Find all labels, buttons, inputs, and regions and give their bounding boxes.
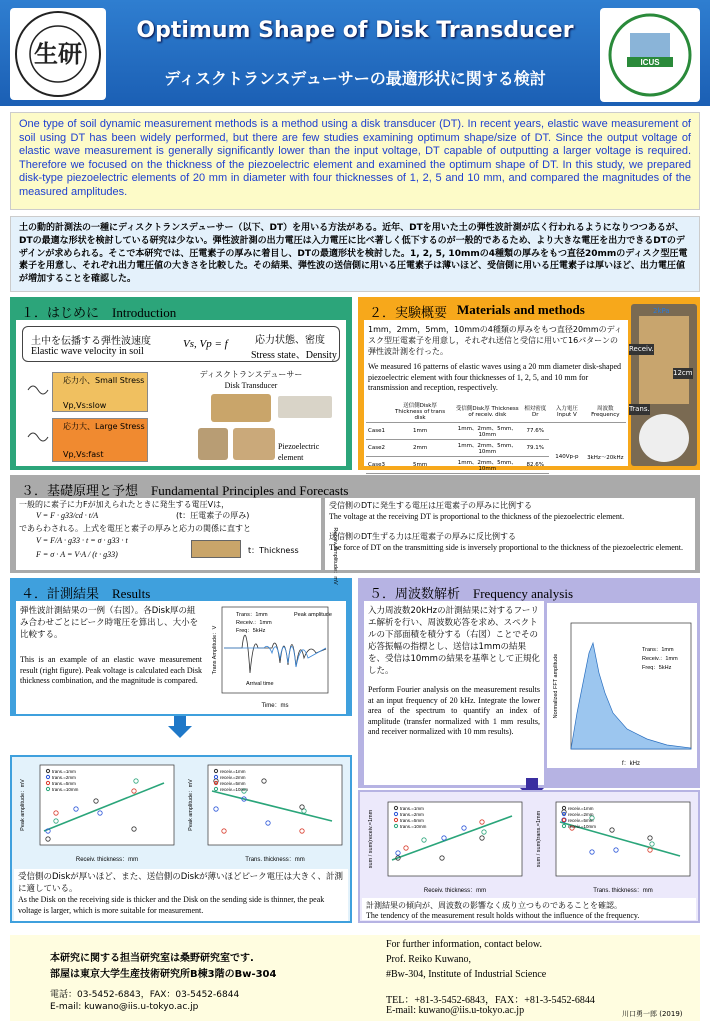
legend-entry: receiv.=10mm [568,824,597,829]
table-cell: 1mm、2mm、5mm、10mm [453,440,521,457]
table-header-cell [366,400,387,423]
table-cell: Case2 [366,440,387,457]
peak-amplitude-label: Peak amplitude [294,612,332,618]
section-2-title-en: Materials and methods [457,302,585,317]
forecast-1-en: The voltage at the receiving DT is proportional to the thickness of the piezoelectric element. [329,512,625,521]
apparatus-photo [631,304,697,466]
eq-mid: Vs, Vp = f [183,338,228,350]
section-2-body [364,320,628,472]
wave-legend-freq: Freq：5kHz [236,628,266,634]
trans-label: Trans. [629,405,650,413]
legend-entry: receiv.=10mm [220,787,249,792]
footer-credit: 川口勇一郎 (2019) [622,1010,683,1018]
velocity-equation-box [22,326,340,362]
large-stress-velocity: Vp,Vs:fast [63,450,104,459]
results-conclusion [14,869,348,921]
frequency-conclusion-en: The tendency of the measurement result holds without the influence of the frequency. [366,911,640,920]
x-axis-label: Receiv. thickness：mm [423,888,487,894]
legend-entry: trans.=5mm [52,781,76,786]
fft-xlabel: f：kHz [621,761,641,767]
legend-entry: receiv.=2mm [220,775,246,780]
table-row [366,423,626,440]
section-5-text [364,601,544,785]
fft-legend-trans: Trans：1mm [642,647,674,653]
legend-entry: trans.=2mm [52,775,76,780]
pressure-label: 2kPa [653,307,670,315]
legend-entry: receiv.=5mm [220,781,246,786]
principles-equations [16,498,321,570]
principle-line-2: であらわされる。上式を電圧と素子の厚みと応力の関係に直すと [19,524,251,533]
footer-address: #Bw-304, Institute of Industrial Science [386,969,547,980]
small-stress-velocity: Vp,Vs:slow [63,401,107,410]
wave-legend-trans: Trans：1mm [236,612,268,618]
footer-email-en[interactable]: E-mail: kuwano@iis.u-tokyo.ac.jp [386,1005,525,1016]
iis-logo [10,8,106,100]
formula-1: V = F · g33/cd · t/A [36,511,99,520]
y-axis-label: Peak amplitude：mV [188,779,194,831]
poster-title-jp: ディスクトランスデューサーの最適形状に関する検討 [164,69,546,88]
legend-entry: receiv.=1mm [568,806,594,811]
section-materials [358,297,700,470]
element-figure [191,540,241,558]
frequency-conclusion-jp: 計測結果の傾向が、周波数の影響なく成り立つものであることを確認。 [366,901,622,910]
wave-arrows-icon [26,375,56,465]
table-cell: 77.6% [521,423,549,440]
table-cell: 5mm [387,457,453,474]
frequency-jp: 入力周波数20kHzの計測結果に対するフーリエ解析を行い、周波数応答を求め、スペクトルの下部面積を積分する（右図）ことでその応答振幅の指標とし、送信は1mmの結果を、受信は10mmの結果を基準として正規化した。 [368,606,540,676]
results-conclusion-en: As the Disk on the receiving side is thicker and the Disk on the sending side is thinner, the peak voltage is larger, which is more suitable for measurement. [18,895,325,915]
materials-en: We measured 16 patterns of elastic waves using a 20 mm diameter disk-shaped piezoelectric element with four thicknesses of 1, 2, 5, and 10 mm for transmission and reception, respectively. [368,362,622,392]
frequency-en: Perform Fourier analysis on the measurement results at an input frequency of 20 kHz. Integrate the lower area of the spectrum to quantify an index of amplitude (transfer normalized with 1 mm results, and receiver normalized with 10 mm results). [368,685,540,736]
wave-legend-receiv: Receiv.：1mm [236,620,272,626]
table-header-cell: 相対密度 Dr [521,400,549,423]
forecast-2-jp: 送信側のDT生ずる力は圧電素子の厚みに反比例する [329,532,517,541]
table-cell: 1mm [387,423,453,440]
y-axis-label: Peak amplitude：mV [20,779,26,831]
footer-professor: Prof. Reiko Kuwano, [386,954,471,965]
footer-lab: 本研究に関する担当研究室は桑野研究室です. [50,953,254,964]
footer-room: 部屋は東京大学生産技術研究所B棟3階のBw-304 [50,969,277,980]
principle-line-1: 一般的に素子に力Fが加えられたときに発生する電圧Vは， [19,500,230,509]
legend-entry: trans.=1mm [52,769,76,774]
footer-tel: TEL：+81-3-5452-6843，FAX：+81-3-5452-6844 [386,995,595,1006]
principles-forecast [325,498,695,570]
results-plots [10,755,352,923]
eq-jp: 土中を伝播する弾性波速度 [31,336,151,347]
specimen [639,316,689,404]
iis-seal-icon [14,10,102,98]
fft-legend-receiv: Receiv.：1mm [642,656,678,662]
formula-2: V = F/A · g33 · t = σ · g33 · t [36,536,128,545]
section-5-title: ５．周波数解析 Frequency analysis [369,586,574,601]
x-axis-label: Trans. thickness：mm [593,888,653,894]
contact-footer [10,935,700,1021]
wave-ylabel: Trans Amplitude：V [212,625,218,675]
x-axis-label: Receiv. thickness：mm [75,857,139,863]
legend-entry: trans.=5mm [400,818,424,823]
eq-en: Elastic wave velocity in soil [31,346,144,357]
dt-photo-2 [198,428,228,460]
small-stress-label: 応力小、Small Stress [63,376,145,385]
large-stress-label: 応力大、Large Stress [63,422,145,431]
receiv-thickness-plot [16,761,178,865]
frequency-plots [358,790,700,923]
table-cell: 1mm、2mm、5mm、10mm [453,423,521,440]
dt-label-jp: ディスクトランスデューサー [199,370,303,379]
legend-entry: receiv.=1mm [220,769,246,774]
table-cell: 79.1% [521,440,549,457]
forecast-1-jp: 受信側のDTに発生する電圧は圧電素子の厚みに比例する [329,501,533,510]
eq-r1: 応力状態、密度 [255,335,325,346]
materials-jp: 1mm，2mm，5mm，10mmの4種類の厚みをもつ直径20mmのディスク型圧電素子を用意し，それぞれ送信と受信に用いて16パターンの弾性波計測を行った。 [368,325,623,356]
table-header-cell: 受信側Disk厚 Thickness of receiv. disk [453,400,521,423]
legend-entry: trans.=10mm [400,824,427,829]
dt-photo-3 [233,428,275,460]
dt-label-en: Disk Transducer [224,381,278,390]
legend-entry: trans.=1mm [400,806,424,811]
footer-phone: 電話：03-5452-6843，FAX：03-5452-6844 [50,990,240,1000]
down-arrow-icon [168,716,192,738]
trans-thickness-plot [184,761,346,865]
fft-legend-freq: Freq：5kHz [642,665,672,671]
svg-text:ICUS: ICUS [640,58,660,67]
section-frequency [358,578,700,788]
forecast-2-en: The force of DT on the transmitting side is inversely proportional to the thickness of the piezoelectric element. [329,543,683,552]
table-header-cell: 周波数 Frequency [585,400,626,423]
fft-ylabel: Normalized FFT amplitude [553,653,559,719]
results-jp: 弾性波計測結果の一例（右図）。各Disk厚の組み合わせごとにピーク時電圧を算出し、大小を比較する。 [20,606,199,640]
section-3-title: ３．基礎原理と予想 Fundamental Principles and Forecasts [21,483,349,498]
legend-entry: receiv.=5mm [568,818,594,823]
icus-emblem-icon [605,11,695,99]
legend-entry: trans.=2mm [400,812,424,817]
table-cell: 140Vp-p [549,423,584,491]
legend-entry: trans.=10mm [52,787,79,792]
wave-xlabel: Time：ms [261,703,289,709]
icus-logo [600,8,700,102]
section-1-body [16,320,346,466]
table-cell: Case1 [366,423,387,440]
y-axis-label: sum / sum(receiv.=1mm [368,809,374,869]
footer-contact-intro: For further information, contact below. [386,939,542,950]
abstract-jp: 土の動的計測法の一種にディスクトランスデューサー（以下、DT）を用いる方法がある。近年、DTを用いた土の弾性波計測が広く行われるようになりつつあるが、DTの最適な形状を検討している研究は少ない。弾性波計測の出力電圧は入力電圧に比べ著しく低下するのが一般的であるため、より大きな電圧を出力できるDTのデザインが求められる。そこで本研究では、圧電素子の厚みに着目し、DTの最適形状を検討した。1, 2, 5, 10mmの4種類の厚みをもつ直径20mmのディスク型圧電素子を用意し、それぞれ出力電圧値の大きさを比較した。その結果、弾性波の送信側に用いる圧電素子は薄いほど、受信側に用いる圧電素子は厚いほど、出力電圧値が増加することを確認した。 [10,216,700,292]
small-stress-box [52,372,148,412]
poster-title-en: Optimum Shape of Disk Transducer [136,18,574,43]
svg-text:生研: 生研 [34,41,82,68]
eq-r2: Stress state、Density [251,350,337,361]
wave-y2label: Receiv. Amplitude：mV [332,527,338,585]
formula-3: F = σ · A = V·A / (t · g33) [36,550,118,559]
arrival-time-label: Arrival time [246,681,274,687]
thickness-note: (t：圧電素子の厚み) [176,511,250,520]
table-header-cell: 入力電圧 Input V [549,400,584,423]
receiv-sum-plot [364,798,526,896]
section-1-title: １．はじめに Introduction [21,305,177,320]
results-en: This is an example of an elastic wave measurement result (right figure). Peak voltage is calculated each Disk thickness combination, and the magnitude is compared. [20,655,202,685]
table-cell: 1mm、2mm、5mm、10mm [453,457,521,474]
table-cell: 3kHz～20kHz [585,423,626,491]
trans-sum-plot [532,798,694,896]
large-stress-box [52,418,148,462]
abstract-en: One type of soil dynamic measurement methods is a method using a disk transducer (DT). In recent years, elastic wave measurement of soil using DT has been widely performed, but there are few studies examining optimum shape/size of DT. Since the output voltage of elastic wave measurement is generally significantly lower than the input voltage, DT capable of outputting a larger voltage is required. Therefore we focused on the thickness of the piezoelectric element and examined the optimum shape of DT. In this study, we prepared disk-type piezoelectric elements of 20 mm in diameter with four thicknesses of 1, 2, 5 and 10 mm, and compared the magnitudes of the measured amplitudes. [10,112,700,210]
results-conclusion-jp: 受信側のDiskが厚いほど、また、送信側のDiskが薄いほどピーク電圧は大きく、計測に適している。 [18,872,344,894]
section-4-title: ４．計測結果 Results [21,586,151,601]
thickness-label: t：Thickness [248,546,299,555]
dt-photo [211,394,271,422]
table-cell: 2mm [387,440,453,457]
footer-email[interactable]: E-mail: kuwano@iis.u-tokyo.ac.jp [50,1002,199,1012]
section-2-title: ２．実験概要 [369,305,448,320]
table-cell: 82.6% [521,457,549,474]
piezo-photo [278,396,332,418]
height-label: 12cm [673,369,693,377]
table-header-cell: 送信側Disk厚 Thickness of trans disk [387,400,453,423]
piezo-label: Piezoelectric element [278,442,320,462]
receiv-label: Receiv. [629,345,654,353]
section-introduction [10,297,352,470]
y-axis-label: sum / sum(trans.=1mm [536,810,542,868]
legend-entry: receiv.=2mm [568,812,594,817]
x-axis-label: Trans. thickness：mm [245,857,305,863]
fft-plot [547,603,697,768]
table-cell: Case3 [366,457,387,474]
frequency-conclusion [362,898,696,920]
disk-photo [639,414,689,462]
section-principles [10,475,700,573]
